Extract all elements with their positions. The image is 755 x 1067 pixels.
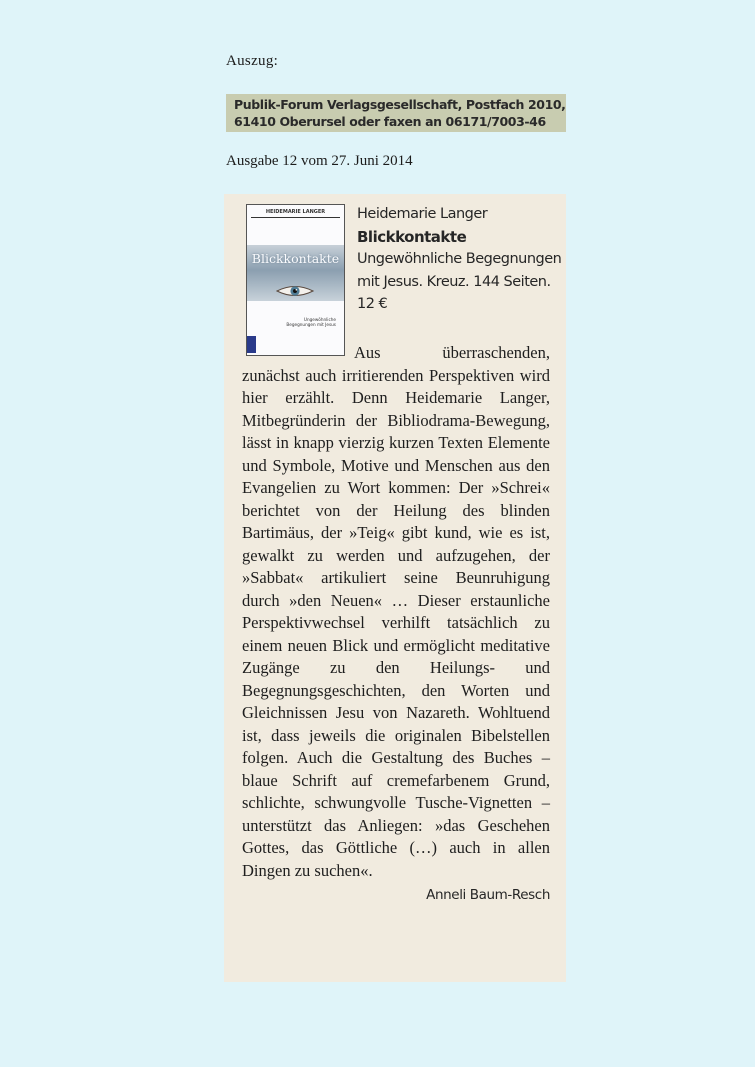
book-info: [357, 203, 561, 316]
book-author: Heidemarie Langer: [357, 206, 488, 222]
cover-title: Blickkontakte: [251, 251, 340, 266]
book-title: Blickkontakte: [357, 227, 467, 246]
review-clipping: [224, 194, 566, 982]
cover-author: HEIDEMARIE LANGER: [251, 209, 340, 218]
review-text: Aus überraschenden, zunächst auch irritierenden Perspektiven wird hier erzählt. Denn Heidemarie Langer, Mitbegründerin der Bibliodrama-Bewegung, lässt in knapp vierzig kurzen Texten Elemente und Symbole, Motive und Menschen aus den Evangelien zu Wort kommen: Der »Schrei« berichtet von der Heilung des blinden Bartimäus, der »Teig« gibt kund, wie es ist, gewalkt zu werden und aufzugehen, der »Sabbat« artikuliert seine Beunruhigung durch »den Neuen« … Dieser erstaunliche Perspektivwechsel verhilft tatsächlich zu einem neuen Blick und ermöglicht meditative Zugänge zu den Heilungs- und Begegnungsgeschichten, den Worten und Gleichnissen Jesu von Nazareth. Wohltuend ist, dass jeweils die originalen Bibelstellen folgen. Auch die Gestaltung des Buches – blaue Schrift auf cremefarbenem Grund, schlichte, schwungvolle Tusche-Vignetten – unterstützt das Anliegen: »das Geschehen Gottes, das Göttliche (…) auch in allen Dingen zu suchen«.: [242, 343, 550, 880]
excerpt-label: Auszug:: [226, 53, 279, 69]
publisher-line-2: 61410 Oberursel oder faxen an 06171/7003-46: [234, 114, 546, 129]
book-cover-image: [246, 204, 345, 356]
book-details: mit Jesus. Kreuz. 144 Seiten.: [357, 273, 551, 290]
eye-icon: [275, 284, 315, 298]
issue-date: Ausgabe 12 vom 27. Juni 2014: [226, 153, 413, 169]
cover-subtitle: Ungewöhnliche Begegnungen mit Jesus: [286, 317, 336, 328]
publisher-address-box: [226, 94, 566, 132]
book-price: 12 €: [357, 296, 388, 312]
book-subtitle: Ungewöhnliche Begegnungen: [357, 251, 562, 267]
review-body: [242, 342, 550, 907]
publisher-line-1: Publik-Forum Verlagsgesellschaft, Postfach 2010,: [234, 97, 566, 112]
reviewer-name: Anneli Baum-Resch: [426, 887, 550, 903]
